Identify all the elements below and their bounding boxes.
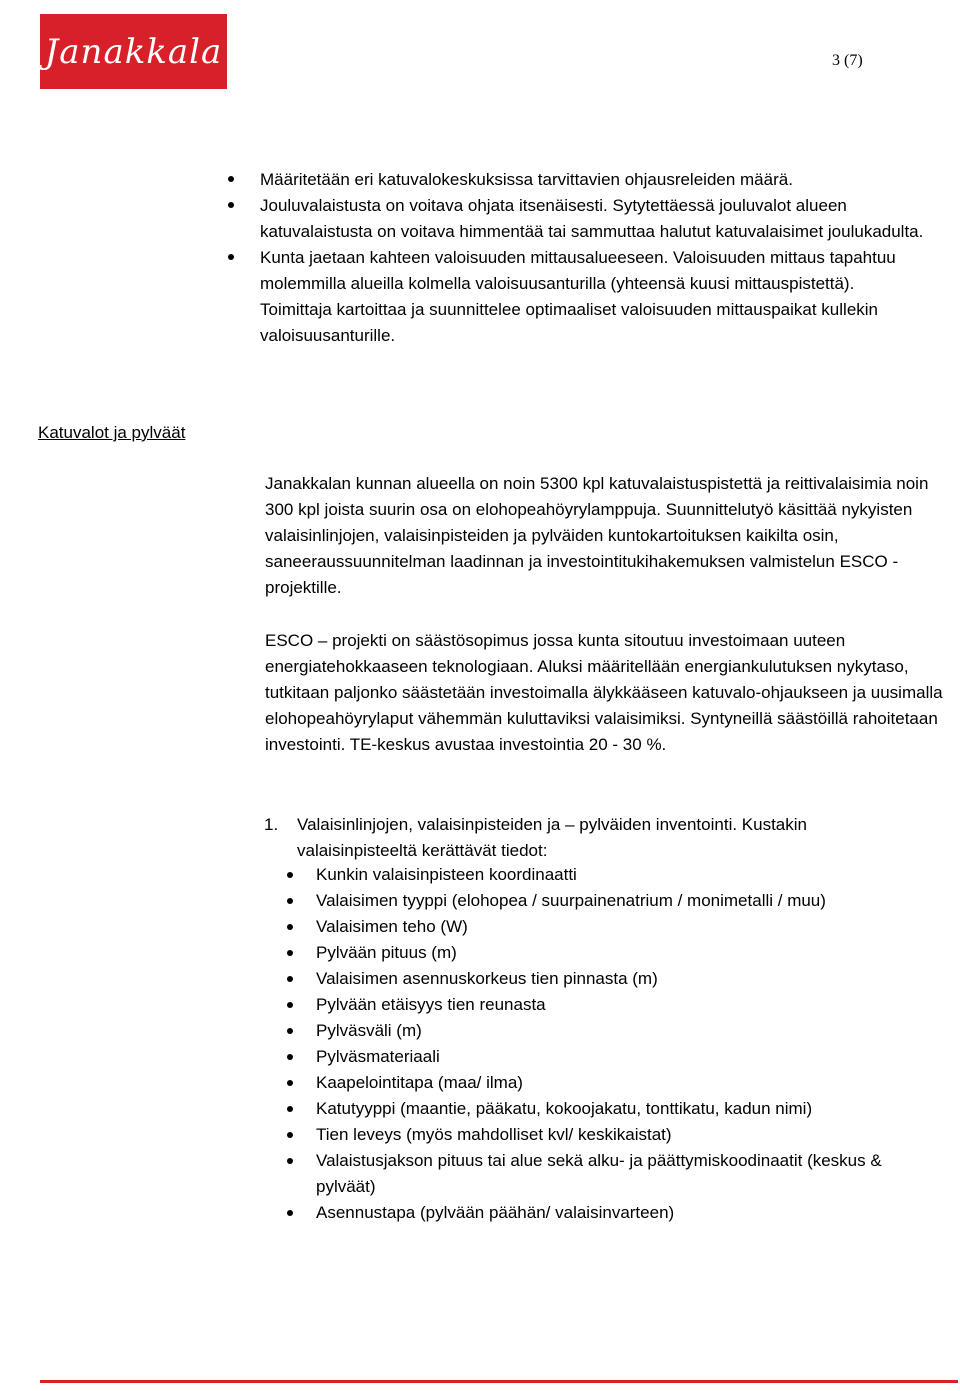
bullet-icon	[228, 254, 234, 260]
list-item-text: Pylväsmateriaali	[316, 1047, 440, 1066]
paragraph-esco: ESCO – projekti on säästösopimus jossa kunta sitoutuu investoimaan uuteen energiatehokkaaseen teknologiaan. Aluksi määritellään energiankulutuksen nykytaso, tutkitaan paljonko säästetään investoimalla älykkääseen katuvalo-ohjaukseen ja uusimalla elohopeahöyrylaput vähemmän kuluttaviksi valaisimiksi. Syntyneillä säästöillä rahoitetaan investointi. TE-keskus avustaa investointia 20 - 30 %.	[265, 631, 943, 754]
list-item-text: Määritetään eri katuvalokeskuksissa tarvittavien ohjausreleiden määrä.	[260, 170, 793, 189]
list-item	[287, 1122, 927, 1148]
list-item	[287, 862, 927, 888]
list-item	[287, 1200, 927, 1226]
list-item	[228, 193, 928, 245]
logo-text: Janakkala	[44, 31, 223, 72]
list-item-text: Valaisimen teho (W)	[316, 917, 468, 936]
list-item	[287, 1044, 927, 1070]
bullet-icon	[287, 950, 293, 956]
list-item-text: Pylvään etäisyys tien reunasta	[316, 995, 546, 1014]
bullet-icon	[287, 1158, 293, 1164]
list-item	[287, 914, 927, 940]
list-item-text: Tien leveys (myös mahdolliset kvl/ keskikaistat)	[316, 1125, 672, 1144]
list-item-text: Katutyyppi (maantie, pääkatu, kokoojakatu, tonttikatu, kadun nimi)	[316, 1099, 813, 1118]
intro-bullet-list	[228, 167, 928, 349]
janakkala-logo	[40, 14, 227, 89]
bullet-icon	[287, 924, 293, 930]
inventory-field-list	[287, 862, 927, 1226]
list-item	[287, 966, 927, 992]
list-item-text: Valaistusjakson pituus tai alue sekä alku- ja päättymiskoodinaatit (keskus & pylväät)	[316, 1151, 882, 1196]
list-item	[287, 888, 927, 914]
list-item	[287, 1018, 927, 1044]
list-item	[287, 940, 927, 966]
paragraph-street-lights: Janakkalan kunnan alueella on noin 5300 kpl katuvalaistuspistettä ja reittivalaisimia noin 300 kpl joista suurin osa on elohopeahöyrylamppuja. Suunnittelutyö käsittää nykyisten valaisinlinjojen, valaisinpisteiden ja pylväiden kuntokartoituksen kaikilta osin, saneeraussuunnitelman laadinnan ja investointitukihakemuksen valmistelun ESCO -projektille.	[265, 474, 929, 597]
bullet-icon	[287, 872, 293, 878]
bullet-icon	[228, 202, 234, 208]
list-item-text: Jouluvalaistusta on voitava ohjata itsenäisesti. Sytytettäessä jouluvalot alueen katuvalaistusta on voitava himmentää tai sammuttaa halutut katuvalaisimet joulukadulta.	[260, 196, 924, 241]
numbered-item	[264, 812, 924, 864]
list-item	[287, 1096, 927, 1122]
list-item-text: Pylväsväli (m)	[316, 1021, 422, 1040]
list-item-text: Kunta jaetaan kahteen valoisuuden mittausalueeseen. Valoisuuden mittaus tapahtuu molemmilla alueilla kolmella valoisuusanturilla (yhteensä kuusi mittauspistettä). Toimittaja kartoittaa ja suunnittelee optimaaliset valoisuuden mittauspaikat kullekin valoisuusanturille.	[260, 248, 896, 345]
bullet-icon	[287, 1210, 293, 1216]
list-item	[228, 245, 928, 349]
bullet-icon	[287, 1132, 293, 1138]
list-item	[287, 1070, 927, 1096]
list-item-text: Pylvään pituus (m)	[316, 943, 457, 962]
bullet-icon	[287, 1106, 293, 1112]
list-item-text: Valaisimen tyyppi (elohopea / suurpainenatrium / monimetalli / muu)	[316, 891, 826, 910]
bullet-icon	[287, 1028, 293, 1034]
bullet-icon	[287, 976, 293, 982]
list-item	[287, 992, 927, 1018]
bullet-icon	[287, 898, 293, 904]
section-heading: Katuvalot ja pylväät	[38, 423, 186, 442]
list-item-text: Kaapelointitapa (maa/ ilma)	[316, 1073, 523, 1092]
page-number: 3 (7)	[832, 52, 863, 69]
bullet-icon	[287, 1054, 293, 1060]
list-item	[287, 1148, 927, 1200]
numbered-item-text: Valaisinlinjojen, valaisinpisteiden ja – pylväiden inventointi. Kustakin valaisinpisteeltä kerättävät tiedot:	[297, 815, 807, 860]
bullet-icon	[287, 1080, 293, 1086]
list-item-text: Asennustapa (pylvään päähän/ valaisinvarteen)	[316, 1203, 675, 1222]
list-item-text: Kunkin valaisinpisteen koordinaatti	[316, 865, 577, 884]
bullet-icon	[287, 1002, 293, 1008]
list-item-text: Valaisimen asennuskorkeus tien pinnasta (m)	[316, 969, 658, 988]
list-item	[228, 167, 928, 193]
numbered-item-label: 1.	[264, 815, 279, 834]
footer-divider	[40, 1380, 958, 1383]
bullet-icon	[228, 176, 234, 182]
